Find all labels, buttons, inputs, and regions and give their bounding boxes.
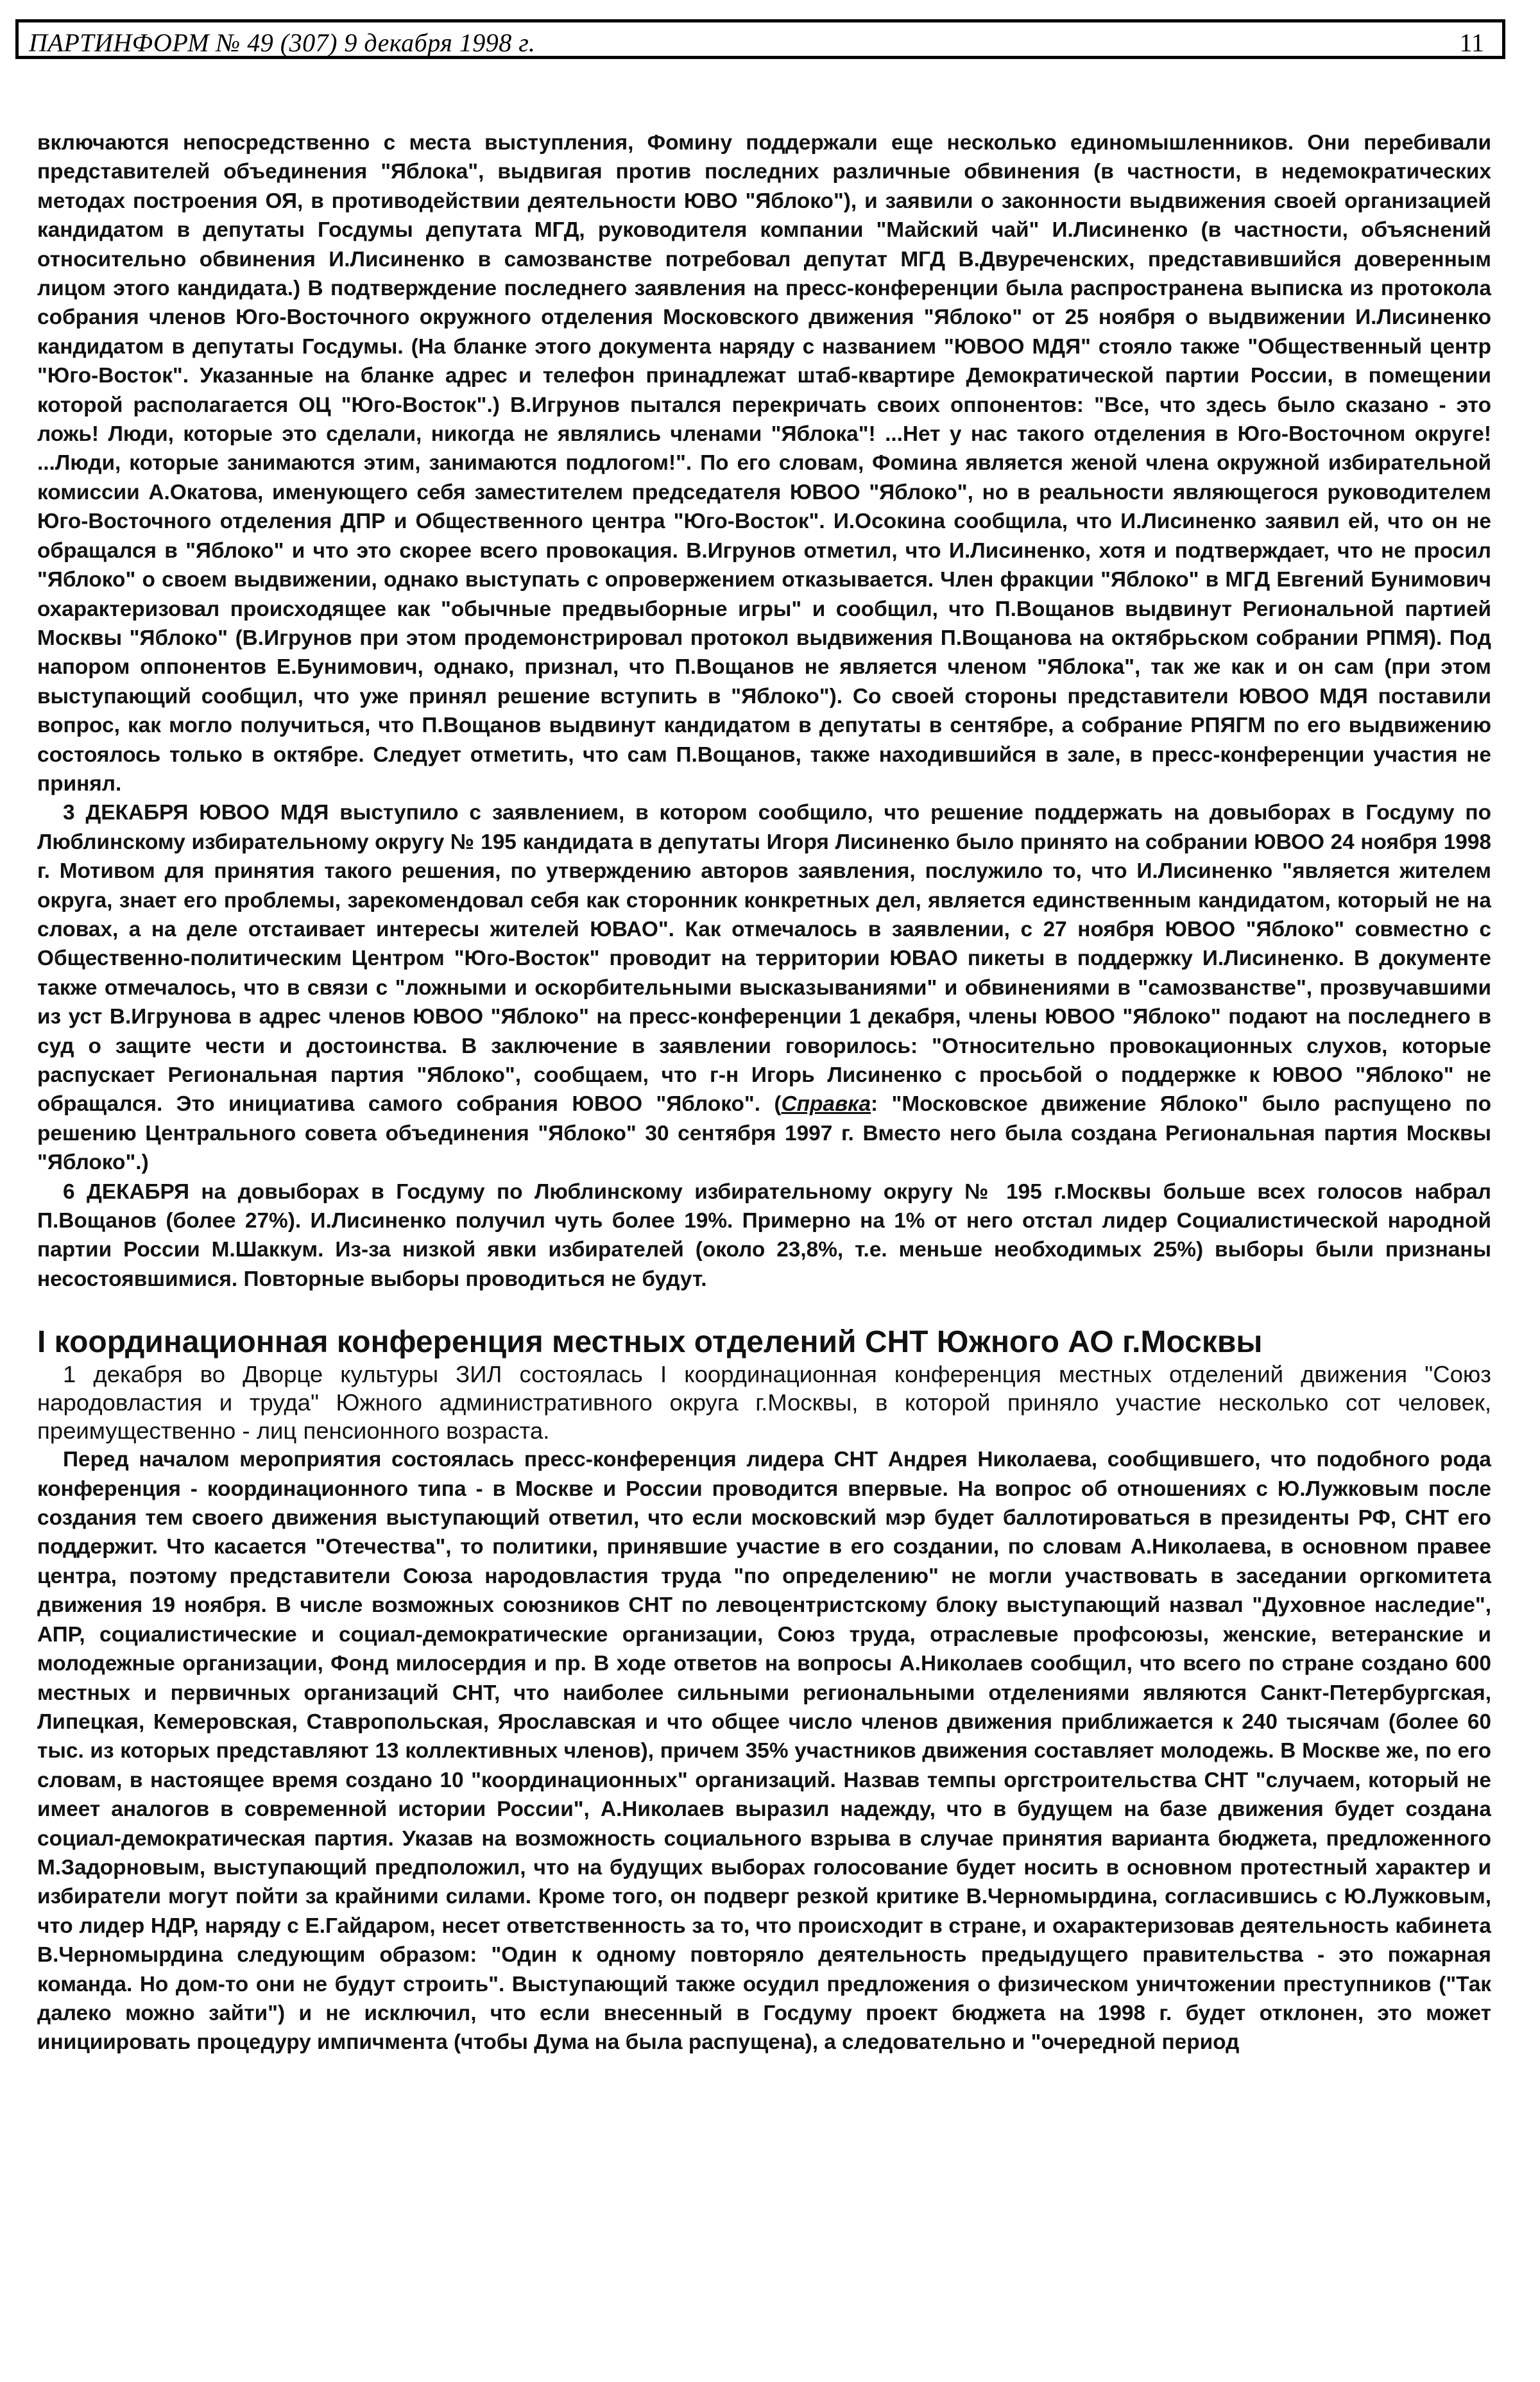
reference-note-text: : "Московское движение Яблоко" было распущено по решению Центрального совета объединения "Яблоко" 30 сентября 1997 г. Вместо него была создана Региональная партия Москвы "Яблоко".) xyxy=(37,1092,1491,1175)
publication-title: ПАРТИНФОРМ № 49 (307) 9 декабря 1998 г. xyxy=(29,28,536,57)
page-number: 11 xyxy=(1459,28,1484,57)
paragraph-conference-details: Перед началом мероприятия состоялась пресс-конференция лидера СНТ Андрея Николаева, сообщившего, что подобного рода конференция - координационного типа - в Москве и России проводится впервые. На вопрос об отношениях с Ю.Лужковым после создания тем своего движения выступающий ответил, что если московский мэр будет баллотироваться в президенты РФ, СНТ его поддержит. Что касается "Отечества", то политики, принявшие участие в его создании, по словам А.Николаева, в основном правее центра, поэтому представители Союза народовластия труда "по определению" не могли участвовать в заседании оргкомитета движения 19 ноября. В числе возможных союзников СНТ по левоцентристскому блоку выступающий назвал "Духовное наследие", АПР, социалистические и социал-демократические организации, Союз труда, отраслевые профсоюзы, женские, ветеранские и молодежные организации, Фонд милосердия и пр. В ходе ответов на вопросы А.Николаев сообщил, что всего по стране создано 600 местных и первичных организаций СНТ, что наиболее сильными региональными отделениями являются Санкт-Петербургская, Липецкая, Кемеровская, Ставропольская, Ярославская и что общее число членов движения приближается к 240 тысячам (более 60 тыс. из которых представляют 13 коллективных членов), причем 35% участников движения составляет молодежь. В Москве же, по его словам, в настоящее время создано 10 "координационных" организаций. Назвав темпы оргстроительства СНТ "случаем, который не имеет аналогов в современной истории России", А.Николаев выразил надежду, что в будущем на базе движения будет создана социал-демократическая партия. Указав на возможность социального взрыва в случае принятия варианта бюджета, предложенного М.Задорновым, выступающий предположил, что на будущих выборах голосование будет носить в основном протестный характер и избиратели могут пойти за крайними силами. Кроме того, он подверг резкой критике В.Черномырдина, согласившись с Ю.Лужковым, что лидер НДР, наряду с Е.Гайдаром, несет ответственность за то, что происходит в стране, и охарактеризовав деятельность кабинета В.Черномырдина следующим образом: "Один к одному повторяло деятельность предыдущего правительства - это пожарная команда. Но дом-то они не будут строить". Выступающий также осудил предложения о физическом уничтожении преступников ("Так далеко можно зайти") и не исключил, что если внесенный в Госдуму проект бюджета на 1998 г. будет отклонен, это может инициировать процедуру импичмента (чтобы Дума на была распущена), а следовательно и "очередной период xyxy=(37,1448,1491,2055)
paragraph-dec-3-text: 3 ДЕКАБРЯ ЮВОО МДЯ выступило с заявлением, в котором сообщило, что решение поддержать на довыборах в Госдуму по Люблинскому избирательному округу № 195 кандидата в депутаты Игоря Лисиненко было принято на собрании ЮВОО 24 ноября 1998 г. Мотивом для принятия такого решения, по утверждению авторов заявления, послужило то, что И.Лисиненко "является жителем округа, знает его проблемы, зарекомендовал себя как сторонник конкретных дел, является единственным кандидатом, который не на словах, а на деле отстаивает интересы жителей ЮВАО". Как отмечалось в заявлении, с 27 ноября ЮВОО "Яблоко" совместно с Общественно-политическим Центром "Юго-Восток" проводит на территории ЮВАО пикеты в поддержку И.Лисиненко. В документе также отмечалось, что в связи с "ложными и оскорбительными высказываниями" и обвинениями в "самозванстве", прозвучавшими из уст В.Игрунова в адрес членов ЮВОО "Яблоко" на пресс-конференции 1 декабря, члены ЮВОО "Яблоко" подают на последнего в суд о защите чести и достоинства. В заключение в заявлении говорилось: "Относительно провокационных слухов, которые распускает Региональная партия "Яблоко", сообщаем, что г-н Игорь Лисиненко с просьбой о поддержке к ЮВОО "Яблоко" не обращался. Это инициатива самого собрания ЮВОО "Яблоко". ( xyxy=(37,801,1491,1117)
reference-note-label: Справка xyxy=(781,1092,871,1117)
paragraph-dec-6: 6 ДЕКАБРЯ на довыборах в Госдуму по Люблинскому избирательному округу № 195 г.Москвы больше всех голосов набрал П.Вощанов (более 27%). И.Лисиненко получил чуть более 19%. Примерно на 1% от него отстал лидер Социалистической народной партии России М.Шаккум. Из-за низкой явки избирателей (около 23,8%, т.е. меньше необходимых 25%) выборы были признаны несостоявшимися. Повторные выборы проводиться не будут. xyxy=(37,1179,1491,1291)
article-body xyxy=(37,128,1491,2057)
paragraph-dec-3 xyxy=(37,798,1491,1177)
paragraph-press-conference: включаются непосредственно с места выступления, Фомину поддержали еще несколько единомышленников. Они перебивали представителей объединения "Яблока", выдвигая против последних различные обвинения (в частности, в недемократических методах построения ОЯ, в противодействии деятельности ЮВО "Яблоко"), и заявили о законности выдвижения своей организацией кандидатом в депутаты Госдумы депутата МГД, руководителя компании "Майский чай" И.Лисиненко (в частности, объяснений относительно обвинения И.Лисиненко в самозванстве потребовал депутат МГД В.Двуреченских, представившийся доверенным лицом этого кандидата.) В подтверждение последнего заявления на пресс-конференции была распространена выписка из протокола собрания членов Юго-Восточного окружного отделения Московского движения "Яблоко" от 25 ноября о выдвижении И.Лисиненко кандидатом в депутаты Госдумы. (На бланке этого документа наряду с названием "ЮВОО МДЯ" стояло также "Общественный центр "Юго-Восток". Указанные на бланке адрес и телефон принадлежат штаб-квартире Демократической партии России, в помещении которой располагается ОЦ "Юго-Восток".) В.Игрунов пытался перекричать своих оппонентов: "Все, что здесь было сказано - это ложь! Люди, которые это сделали, никогда не являлись членами "Яблока"! ...Нет у нас такого отделения в Юго-Восточном округе! ...Люди, которые занимаются этим, занимаются подлогом!". По его словам, Фомина является женой члена окружной избирательной комиссии А.Окатова, именующего себя заместителем председателя ЮВОО "Яблоко", но в реальности являющегося руководителем Юго-Восточного отделения ДПР и Общественного центра "Юго-Восток". И.Осокина сообщила, что И.Лисиненко заявил ей, что он не обращался в "Яблоко" и что это скорее всего провокация. В.Игрунов отметил, что И.Лисиненко, хотя и подтверждает, что не просил "Яблоко" о своем выдвижении, однако выступать с опровержением отказывается. Член фракции "Яблоко" в МГД Евгений Бунимович охарактеризовал происходящее как "обычные предвыборные игры" и сообщил, что П.Вощанов выдвинут Региональной партией Москвы "Яблоко" (В.Игрунов при этом продемонстрировал протокол выдвижения П.Вощанова на октябрьском собрании РПМЯ). Под напором оппонентов Е.Бунимович, однако, признал, что П.Вощанов не является членом "Яблока", так же как и он сам (при этом выступающий сообщил, что уже принял решение вступить в "Яблоко"). Со своей стороны представители ЮВОО МДЯ поставили вопрос, как могло получиться, что П.Вощанов выдвинут кандидатом в депутаты в сентябре, а собрание РПЯГМ по его выдвижению состоялось только в октябре. Следует отметить, что сам П.Вощанов, также находившийся в зале, в пресс-конференции участия не принял. xyxy=(37,131,1491,796)
section-title: I координационная конференция местных отделений СНТ Южного АО г.Москвы xyxy=(37,1325,1263,1360)
paragraph-conference-intro: 1 декабря во Дворце культуры ЗИЛ состоялась I координационная конференция местных отделений движения "Союз народовластия и труда" Южного административного округа г.Москвы, в которой приняло участие несколько сот человек, преимущественно - лиц пенсионного возраста. xyxy=(37,1361,1491,1444)
page-header xyxy=(15,19,1505,59)
